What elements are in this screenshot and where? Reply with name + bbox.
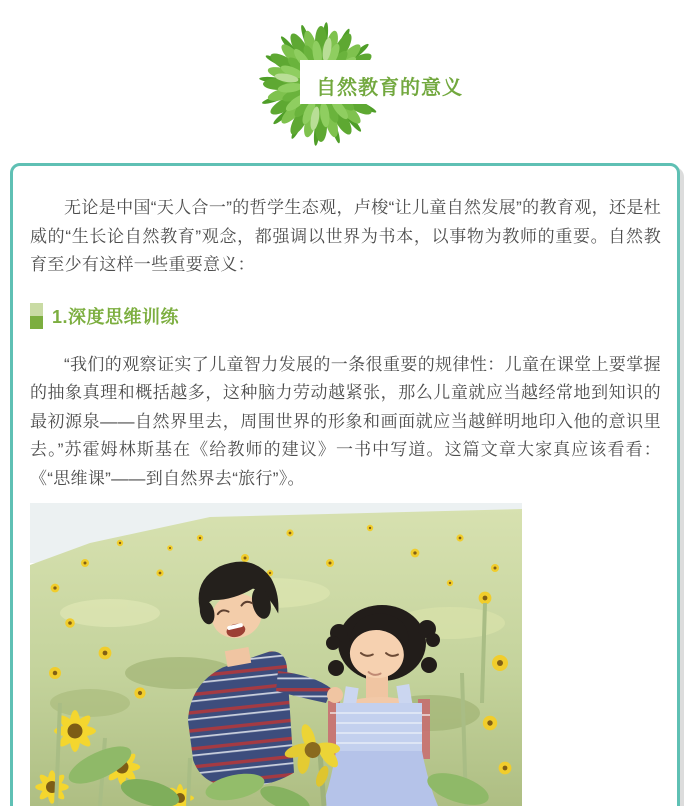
content-card bbox=[10, 163, 680, 806]
children-in-sunflower-field-photo bbox=[30, 503, 522, 806]
section-1-paragraph: “我们的观察证实了儿童智力发展的一条很重要的规律性：儿童在课堂上要掌握的抽象真理和概括越多，这种脑力劳动越紧张，那么儿童就应当越经常地到知识的最初源泉——自然界里去，周围世界的形象和画面就应当越鲜明地印入他的意识里去。”苏霍姆林斯基在《给教师的建议》一书中写道。这篇文章大家真应该看看：《“思维课”——到自然界去“旅行”》。 bbox=[30, 354, 661, 488]
double-square-bullet-icon bbox=[30, 303, 43, 329]
sunflower-photo-graphic bbox=[30, 503, 522, 806]
intro-paragraph: 无论是中国“天人合一”的哲学生态观，卢梭“让儿童自然发展”的教育观，还是杜威的“生长论自然教育”观念，都强调以世界为书本，以事物为教师的重要。自然教育至少有这样一些重要意义： bbox=[30, 198, 661, 274]
page-title: 自然教育的意义 bbox=[316, 77, 463, 99]
section-heading-1 bbox=[30, 303, 661, 329]
girl-figure bbox=[322, 605, 440, 806]
article-header bbox=[0, 0, 700, 163]
bullet-dark-square bbox=[30, 316, 43, 329]
section-1-title: 1.深度思维训练 bbox=[52, 306, 180, 327]
bullet-light-square bbox=[30, 303, 43, 316]
